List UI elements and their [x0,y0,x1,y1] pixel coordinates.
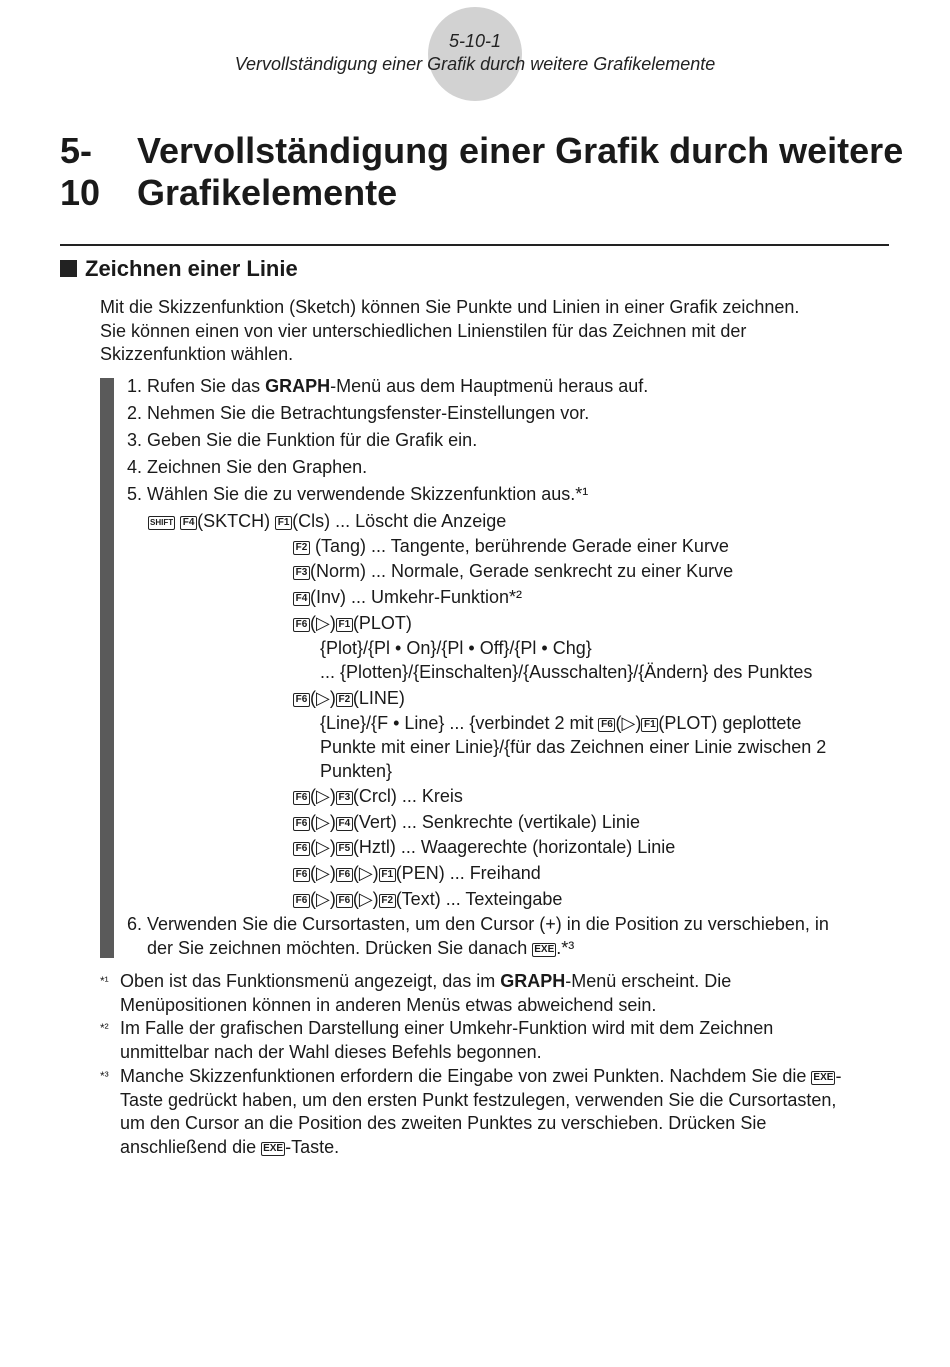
title-rule [60,244,889,246]
sketch-menu-text: F6 (▷) F6 (▷) F2 (Text) ... Texteingabe [293,887,562,911]
f6-key-icon: F6 [336,868,353,882]
step-3: 3. Geben Sie die Funktion für die Grafik ein. [127,430,478,450]
intro-paragraph [100,296,799,367]
step-1: 1. Rufen Sie das GRAPH-Menü aus dem Hauptmenü heraus auf. [127,376,649,396]
f6-key-icon: F6 [293,693,310,707]
next-arrow-icon: (▷) [615,713,642,733]
sketch-menu-hztl: F6 (▷) F5 (Hztl) ... Waagerechte (horizontale) Linie [293,835,675,859]
f4-key-icon: F4 [293,592,310,606]
procedure-side-bar [100,378,114,958]
step-6-line-1: 6. Verwenden Sie die Cursortasten, um den Cursor (+) in die Position zu verschieben, in [127,914,829,934]
f6-key-icon: F6 [598,718,615,732]
f1-key-icon: F1 [641,718,658,732]
section-heading-text: Zeichnen einer Linie [85,256,298,281]
footnote-1-line-1: Oben ist das Funktionsmenü angezeigt, das im GRAPH-Menü erscheint. Die [120,971,732,991]
next-arrow-icon: (▷) [352,863,379,883]
sketch-menu-inv: F4 (Inv) ... Umkehr-Funktion*² [293,585,522,609]
section-heading [60,256,298,282]
footnote-2-line-1: Im Falle der grafischen Darstellung einer Umkehr-Funktion wird mit dem Zeichnen [120,1018,774,1038]
next-arrow-icon: (▷) [310,837,336,857]
footnote-3-line-4: anschließend die EXE -Taste. [120,1136,340,1157]
intro-line-3: Skizzenfunktion wählen. [100,344,294,364]
footnote-3-line-3: um den Cursor an die Position des zweiten Punktes zu verschieben. Drücken Sie [120,1113,767,1133]
f6-key-icon: F6 [293,817,310,831]
next-arrow-icon: (▷) [352,889,379,909]
f6-key-icon: F6 [336,894,353,908]
chapter-number: 5-10 [60,130,101,213]
f1-key-icon: F1 [336,618,353,632]
step-6-line-2: der Sie zeichnen möchten. Drücken Sie danach EXE .*³ [147,938,575,958]
f4-key-icon: F4 [180,516,197,530]
plot-options: {Plot}/{Pl • On}/{Pl • Off}/{Pl • Chg} [320,638,592,658]
intro-line-2: Sie können einen von vier unterschiedlichen Linienstilen für das Zeichnen mit der [100,320,747,341]
f2-key-icon: F2 [293,541,310,555]
footnote-3-mark: *³ [100,1069,109,1083]
chapter-title-line-2: Grafikelemente [137,172,398,213]
graph-menu-name: GRAPH [265,376,331,396]
f6-key-icon: F6 [293,868,310,882]
sketch-menu-plot: F6 (▷) F1 (PLOT) [293,611,412,635]
line-description-1: {Line}/{F • Line} ... {verbindet 2 mit F6 (▷) F1 (PLOT) geplottete [320,713,802,733]
square-bullet-icon [60,260,77,277]
footnote-3-line-1: Manche Skizzenfunktionen erfordern die Eingabe von zwei Punkten. Nachdem Sie die EXE - [120,1066,842,1086]
footnote-2-line-2: unmittelbar nach der Wahl dieses Befehls begonnen. [120,1041,542,1062]
sketch-menu-pen: F6 (▷) F6 (▷) F1 (PEN) ... Freihand [293,861,541,885]
sketch-menu-norm: F3 (Norm) ... Normale, Gerade senkrecht zu einer Kurve [293,559,733,583]
plot-options-description: ... {Plotten}/{Einschalten}/{Ausschalten}/{Ändern} des Punktes [320,662,813,682]
step-2: 2. Nehmen Sie die Betrachtungsfenster-Einstellungen vor. [127,403,590,423]
exe-key-icon: EXE [534,944,555,955]
sketch-menu-sktch-cls: SHIFT F4 (SKTCH) F1 (Cls) ... Löscht die Anzeige [150,511,507,531]
next-arrow-icon: (▷) [310,688,336,708]
next-arrow-icon: (▷) [310,812,336,832]
exe-key-icon: EXE [813,1072,834,1083]
footnote-2-mark: *² [100,1021,109,1035]
exe-key-icon: EXE [263,1142,284,1154]
f2-key-icon: F2 [336,693,353,707]
f4-key-icon: F4 [336,817,353,831]
footnote-1-mark: *¹ [100,974,109,988]
sketch-menu-vert: F6 (▷) F4 (Vert) ... Senkrechte (vertikale) Linie [293,810,640,834]
f3-key-icon: F3 [336,791,353,805]
f6-key-icon: F6 [293,842,310,856]
sketch-menu-line: F6 (▷) F2 (LINE) [293,686,405,710]
step-4: 4. Zeichnen Sie den Graphen. [127,457,368,477]
footnote-1-line-2: Menüpositionen können in anderen Menüs etwas abweichend sein. [120,994,657,1015]
page-number: 5-10-1 [448,31,502,51]
line-description-3: Punkten} [320,761,393,781]
footnote-3-line-2: Taste gedrückt haben, um den ersten Punkt festzulegen, verwenden Sie die Cursortasten, [120,1089,837,1110]
f6-key-icon: F6 [293,791,310,805]
running-title: Vervollständigung einer Grafik durch weitere Grafikelemente [234,54,716,74]
f1-key-icon: F1 [379,868,396,882]
f1-key-icon: F1 [275,516,292,530]
f3-key-icon: F3 [293,566,310,580]
sketch-menu-crcl: F6 (▷) F3 (Crcl) ... Kreis [293,784,463,808]
intro-line-1: Mit die Skizzenfunktion (Sketch) können Sie Punkte und Linien in einer Grafik zeichnen. [100,297,800,317]
next-arrow-icon: (▷) [310,863,336,883]
line-description-2: Punkte mit einer Linie}/{für das Zeichnen einer Linie zwischen 2 [320,737,827,757]
chapter-title-line-1: Vervollständigung einer Grafik durch weitere [137,130,904,171]
next-arrow-icon: (▷) [310,889,336,909]
shift-key-icon: SHIFT [148,516,175,530]
f2-key-icon: F2 [379,894,396,908]
sketch-menu-tang: F2 (Tang) ... Tangente, berührende Gerade einer Kurve [293,534,729,558]
next-arrow-icon: (▷) [310,613,336,633]
f6-key-icon: F6 [293,894,310,908]
f6-key-icon: F6 [293,618,310,632]
step-5: 5. Wählen Sie die zu verwendende Skizzenfunktion aus.*¹ [127,484,589,504]
f5-key-icon: F5 [336,842,353,856]
next-arrow-icon: (▷) [310,786,336,806]
